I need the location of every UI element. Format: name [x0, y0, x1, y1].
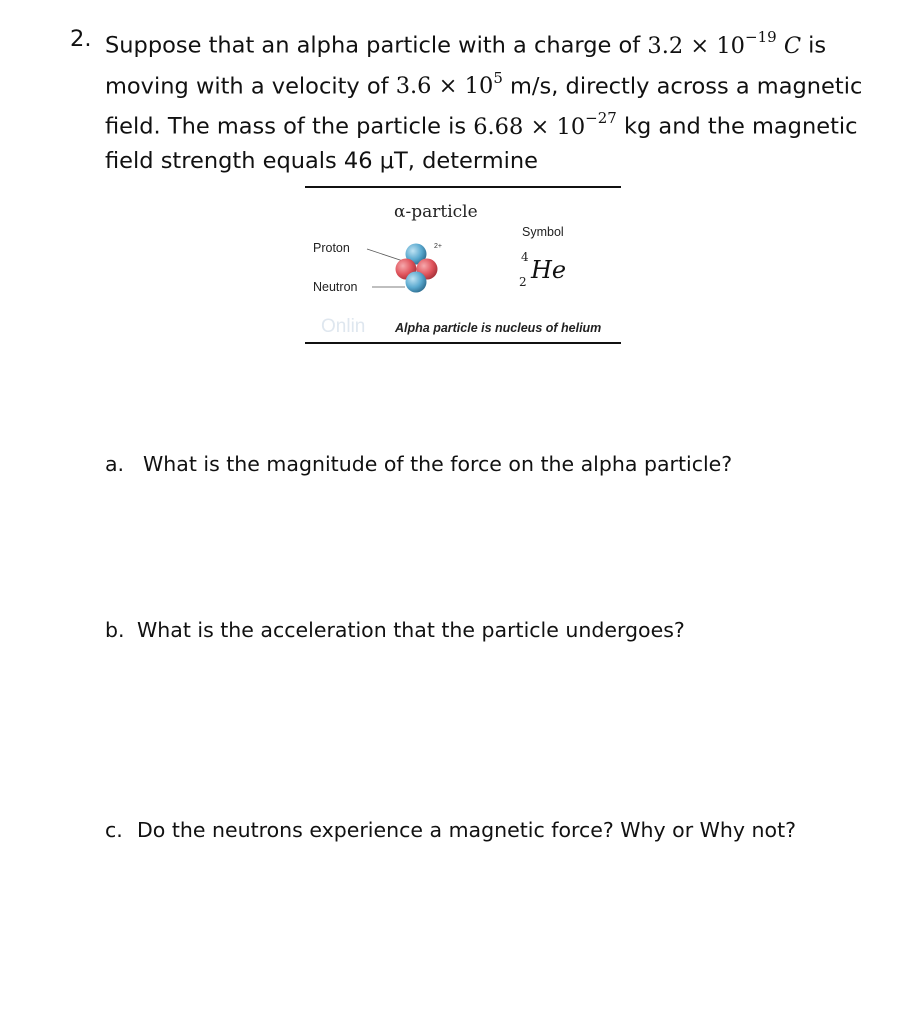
question-line-3: field. The mass of the particle is $6.68 \times 10^{-27}$ kg and the magnetic — [105, 109, 858, 140]
part-b-text: What is the acceleration that the particle undergoes? — [137, 618, 685, 642]
watermark-text: Onlin — [321, 316, 366, 337]
neutron-sphere — [406, 272, 427, 293]
proton-label: Proton — [313, 241, 350, 255]
part-c — [105, 818, 796, 842]
question-text — [105, 22, 870, 178]
question-line-2: moving with a velocity of $3.6 \times 10^5$ m/s, directly across a magnetic — [105, 68, 863, 99]
figure-caption: Alpha particle is nucleus of helium — [395, 321, 602, 335]
part-a-letter: a. — [105, 452, 125, 476]
element-symbol: He — [531, 256, 567, 284]
velocity-value: $3.6 \times 10^5$ — [395, 68, 503, 99]
part-c-text: Do the neutrons experience a magnetic force? Why or Why not? — [137, 818, 797, 842]
question-line-1: Suppose that an alpha particle with a charge of $3.2 \times 10^{-19}$ C is — [105, 28, 827, 59]
proton-pointer-line — [367, 249, 403, 261]
symbol-label: Symbol — [522, 225, 564, 239]
alpha-particle-diagram — [305, 186, 621, 346]
atomic-number: 2 — [519, 275, 527, 289]
question-2 — [70, 22, 870, 178]
charge-label: 2+ — [434, 243, 442, 250]
part-c-letter: c. — [105, 818, 123, 842]
neutron-label: Neutron — [313, 280, 358, 294]
figure-title: α-particle — [394, 202, 478, 222]
part-b — [105, 618, 685, 642]
part-a-text: What is the magnitude of the force on the alpha particle? — [143, 452, 733, 476]
part-a — [105, 452, 732, 476]
mass-value: $6.68 \times 10^{-27}$ — [473, 109, 617, 140]
question-line-4: field strength equals 46 μT, determine — [105, 147, 538, 174]
figure-bottom-rule — [305, 342, 621, 344]
part-b-letter: b. — [105, 618, 125, 642]
question-number: 2. — [70, 26, 92, 52]
charge-value: $3.2 \times 10^{-19}$ C — [647, 28, 802, 59]
alpha-particle-figure — [305, 186, 621, 346]
mass-number: 4 — [521, 250, 529, 264]
